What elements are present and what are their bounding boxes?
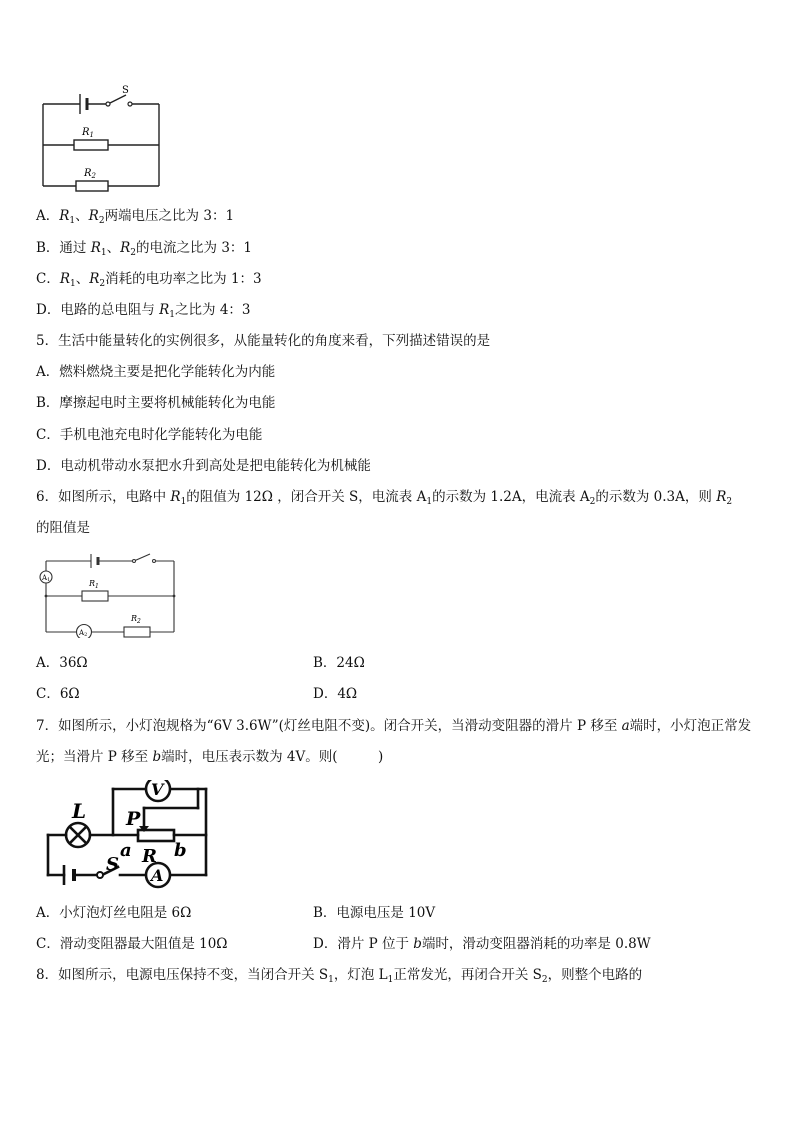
q6-stem-line2: 的阻值是 — [36, 520, 90, 536]
q5-option-c: C．手机电池充电时化学能转化为电能 — [36, 427, 263, 443]
q7-option-b: B．电源电压是 10V — [313, 905, 436, 921]
circuit-diagram-q4 — [38, 82, 168, 192]
q8-stem: 8．如图所示，电源电压保持不变，当闭合开关 $S_1$，灯泡 $L_1$正常发光，再闭合开关 $S_2$，则整个电路的 — [36, 967, 643, 985]
q7-option-c: C．滑动变阻器最大阻值是 10Ω — [36, 936, 228, 952]
switch-s-label: S — [106, 854, 119, 875]
q5-option-a: A．燃料燃烧主要是把化学能转化为内能 — [36, 364, 276, 380]
q7-option-a: A．小灯泡灯丝电阻是 6Ω — [36, 905, 192, 921]
q6-option-d: D．4Ω — [313, 686, 358, 702]
q6-option-a: A．36Ω — [36, 655, 88, 671]
rheostat-r-label: R — [142, 846, 157, 867]
q4-option-d: D．电路的总电阻与 $R_1$之比为 4：3 — [36, 302, 251, 320]
end-a-label: a — [120, 840, 132, 861]
r1-label: $R_1$ — [82, 127, 94, 139]
ammeter-a2-label: A2 — [79, 629, 88, 638]
q7-stem-line2: 光；当滑片 P 移至 b端时，电压表示数为 4V。则( ) — [36, 749, 384, 765]
lamp-label: L — [72, 799, 87, 823]
q7-option-d: D．滑片 P 位于 b端时，滑动变阻器消耗的功率是 0.8W — [313, 936, 651, 952]
ammeter-label: A — [151, 866, 164, 885]
q6-stem-line1: 6．如图所示，电路中 $R_1$的阻值为 12Ω ，闭合开关 S，电流表 $A_1$的示数为 1.2A，电流表 $A_2$的示数为 0.3A，则 $R_2$ — [36, 489, 733, 507]
ammeter-a1-label: A1 — [42, 574, 51, 583]
q5-option-d: D．电动机带动水泵把水升到高处是把电能转化为机械能 — [36, 458, 371, 474]
circuit-diagram-q7 — [40, 780, 215, 890]
q6-option-c: C．6Ω — [36, 686, 80, 702]
switch-label: S — [122, 85, 129, 96]
q4-option-a: A．$R_1$、$R_2$两端电压之比为 3：1 — [36, 208, 235, 226]
voltmeter-label: V — [151, 780, 164, 799]
q6-r1-label: $R_1$ — [89, 579, 99, 590]
r2-label: $R_2$ — [84, 168, 96, 180]
circuit-diagram-q6 — [36, 548, 186, 638]
q4-option-b: B．通过 $R_1$、$R_2$的电流之比为 3：1 — [36, 240, 253, 258]
q6-option-b: B．24Ω — [313, 655, 365, 671]
end-b-label: b — [174, 840, 187, 861]
q5-stem: 5．生活中能量转化的实例很多，从能量转化的角度来看，下列描述错误的是 — [36, 333, 491, 349]
q7-stem-line1: 7．如图所示，小灯泡规格为“6V 3.6W”(灯丝电阻不变)。闭合开关，当滑动变阻器的滑片 P 移至 a端时，小灯泡正常发 — [36, 718, 752, 734]
q6-r2-label: $R_2$ — [131, 614, 141, 625]
q4-option-c: C．$R_1$、$R_2$消耗的电功率之比为 1：3 — [36, 271, 262, 289]
q5-option-b: B．摩擦起电时主要将机械能转化为电能 — [36, 395, 276, 411]
slider-p-label: P — [126, 808, 141, 830]
